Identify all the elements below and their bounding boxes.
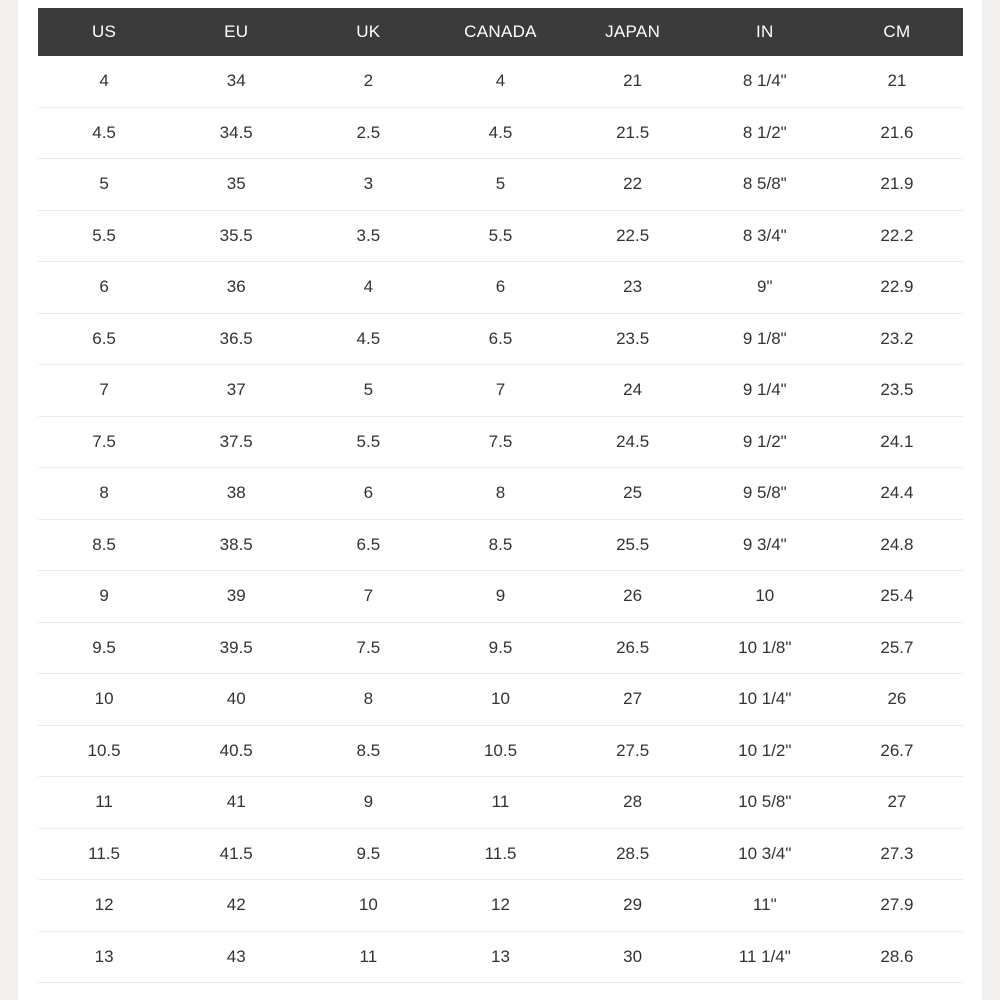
column-header-eu: EU [170,8,302,56]
cell-cm: 23.2 [831,313,963,365]
cell-eu: 35 [170,159,302,211]
cell-canada: 5 [434,159,566,211]
size-chart-table [38,8,963,983]
cell-cm: 22.2 [831,210,963,262]
cell-eu: 37 [170,365,302,417]
cell-uk: 3.5 [302,210,434,262]
cell-us: 4.5 [38,107,170,159]
cell-uk: 6 [302,468,434,520]
table-row [38,571,963,623]
cell-uk: 2 [302,56,434,107]
cell-eu: 36 [170,262,302,314]
cell-eu: 34 [170,56,302,107]
cell-cm: 25.4 [831,571,963,623]
cell-cm: 24.8 [831,519,963,571]
cell-cm: 21.9 [831,159,963,211]
cell-us: 9.5 [38,622,170,674]
cell-us: 10.5 [38,725,170,777]
table-body [38,56,963,983]
cell-us: 12 [38,880,170,932]
cell-us: 11.5 [38,828,170,880]
cell-canada: 4 [434,56,566,107]
cell-japan: 24.5 [567,416,699,468]
cell-us: 7 [38,365,170,417]
table-row [38,880,963,932]
table-row [38,519,963,571]
table-row [38,931,963,983]
cell-eu: 39 [170,571,302,623]
cell-in: 10 1/2" [699,725,831,777]
cell-japan: 24 [567,365,699,417]
table-row [38,828,963,880]
cell-cm: 28.6 [831,931,963,983]
cell-canada: 5.5 [434,210,566,262]
cell-in: 10 5/8" [699,777,831,829]
table-row [38,777,963,829]
cell-uk: 11 [302,931,434,983]
table-row [38,468,963,520]
cell-us: 9 [38,571,170,623]
cell-uk: 5.5 [302,416,434,468]
cell-in: 10 3/4" [699,828,831,880]
cell-cm: 26 [831,674,963,726]
cell-japan: 26.5 [567,622,699,674]
cell-in: 10 [699,571,831,623]
cell-us: 6 [38,262,170,314]
cell-canada: 10 [434,674,566,726]
cell-cm: 27 [831,777,963,829]
cell-japan: 27.5 [567,725,699,777]
cell-cm: 24.4 [831,468,963,520]
cell-canada: 6 [434,262,566,314]
cell-eu: 42 [170,880,302,932]
cell-uk: 6.5 [302,519,434,571]
cell-in: 9 1/4" [699,365,831,417]
cell-in: 9 1/8" [699,313,831,365]
cell-in: 10 1/8" [699,622,831,674]
column-header-cm: CM [831,8,963,56]
cell-uk: 10 [302,880,434,932]
cell-uk: 4.5 [302,313,434,365]
cell-eu: 40 [170,674,302,726]
cell-us: 5.5 [38,210,170,262]
cell-us: 10 [38,674,170,726]
table-row [38,56,963,107]
column-header-japan: JAPAN [567,8,699,56]
cell-in: 8 1/2" [699,107,831,159]
cell-us: 5 [38,159,170,211]
cell-eu: 39.5 [170,622,302,674]
column-header-uk: UK [302,8,434,56]
cell-in: 9 3/4" [699,519,831,571]
table-row [38,313,963,365]
cell-canada: 13 [434,931,566,983]
table-header [38,8,963,56]
cell-uk: 7 [302,571,434,623]
cell-us: 6.5 [38,313,170,365]
cell-japan: 25 [567,468,699,520]
cell-japan: 28.5 [567,828,699,880]
cell-japan: 25.5 [567,519,699,571]
table-row [38,622,963,674]
cell-canada: 7.5 [434,416,566,468]
table-row [38,725,963,777]
cell-in: 10 1/4" [699,674,831,726]
cell-cm: 27.9 [831,880,963,932]
cell-japan: 29 [567,880,699,932]
cell-us: 8 [38,468,170,520]
cell-japan: 23.5 [567,313,699,365]
cell-japan: 30 [567,931,699,983]
cell-uk: 5 [302,365,434,417]
column-header-us: US [38,8,170,56]
cell-us: 13 [38,931,170,983]
cell-eu: 43 [170,931,302,983]
cell-uk: 4 [302,262,434,314]
table-row [38,210,963,262]
cell-eu: 40.5 [170,725,302,777]
table-row [38,107,963,159]
table-row [38,416,963,468]
cell-cm: 25.7 [831,622,963,674]
cell-eu: 34.5 [170,107,302,159]
table-row [38,159,963,211]
cell-canada: 9 [434,571,566,623]
cell-uk: 8.5 [302,725,434,777]
cell-in: 8 1/4" [699,56,831,107]
cell-in: 9 1/2" [699,416,831,468]
cell-japan: 28 [567,777,699,829]
cell-in: 11" [699,880,831,932]
table-row [38,365,963,417]
cell-in: 9 5/8" [699,468,831,520]
cell-us: 7.5 [38,416,170,468]
cell-cm: 26.7 [831,725,963,777]
cell-uk: 8 [302,674,434,726]
cell-eu: 38 [170,468,302,520]
cell-uk: 2.5 [302,107,434,159]
cell-cm: 27.3 [831,828,963,880]
cell-in: 11 1/4" [699,931,831,983]
cell-cm: 24.1 [831,416,963,468]
cell-canada: 8 [434,468,566,520]
cell-cm: 21 [831,56,963,107]
cell-japan: 27 [567,674,699,726]
cell-eu: 35.5 [170,210,302,262]
column-header-in: IN [699,8,831,56]
column-header-canada: CANADA [434,8,566,56]
cell-us: 8.5 [38,519,170,571]
cell-canada: 7 [434,365,566,417]
cell-canada: 8.5 [434,519,566,571]
cell-in: 8 3/4" [699,210,831,262]
cell-canada: 12 [434,880,566,932]
cell-canada: 9.5 [434,622,566,674]
cell-eu: 37.5 [170,416,302,468]
cell-canada: 11 [434,777,566,829]
cell-uk: 7.5 [302,622,434,674]
cell-uk: 3 [302,159,434,211]
cell-cm: 21.6 [831,107,963,159]
cell-uk: 9.5 [302,828,434,880]
cell-japan: 21 [567,56,699,107]
cell-canada: 11.5 [434,828,566,880]
cell-japan: 22.5 [567,210,699,262]
table-row [38,674,963,726]
cell-in: 8 5/8" [699,159,831,211]
cell-japan: 26 [567,571,699,623]
cell-canada: 4.5 [434,107,566,159]
cell-us: 4 [38,56,170,107]
cell-us: 11 [38,777,170,829]
table-row [38,262,963,314]
cell-eu: 41 [170,777,302,829]
cell-canada: 10.5 [434,725,566,777]
header-row [38,8,963,56]
cell-uk: 9 [302,777,434,829]
cell-japan: 23 [567,262,699,314]
cell-cm: 22.9 [831,262,963,314]
cell-japan: 22 [567,159,699,211]
cell-in: 9" [699,262,831,314]
cell-canada: 6.5 [434,313,566,365]
cell-cm: 23.5 [831,365,963,417]
cell-eu: 41.5 [170,828,302,880]
cell-eu: 36.5 [170,313,302,365]
cell-japan: 21.5 [567,107,699,159]
cell-eu: 38.5 [170,519,302,571]
